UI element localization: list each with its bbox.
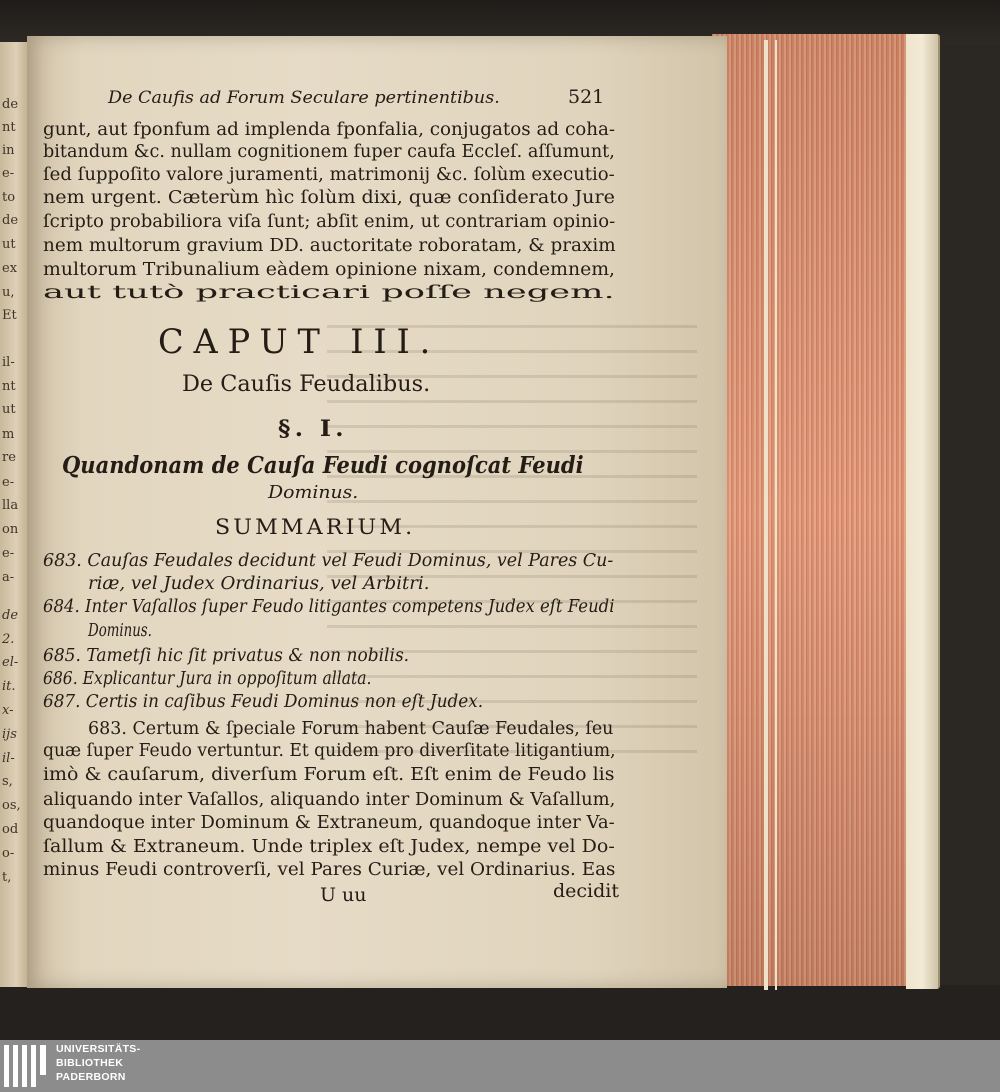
summary-item: 683. Cauſas Feudales decidunt vel Feudi Dominus, vel Pares Cu- [43, 551, 614, 571]
left-page-fragment: ex [2, 261, 18, 276]
library-name-line3: PADERBORN [56, 1071, 126, 1083]
paragraph-line: bitandum &c. nullam cognitionem fuper caufa Eccleſ. aſſumunt, [43, 142, 615, 162]
left-page-fragment: to [2, 190, 16, 205]
left-page-fragment: e- [2, 475, 15, 490]
left-page-fragment: el- [2, 655, 19, 670]
left-page-fragment: on [2, 522, 19, 537]
paragraph-line: imò & cauſarum, diverſum Forum eſt. Eſt enim de Feudo lis [43, 765, 615, 785]
paragraph-line: gunt, aut fponfum ad implenda fponfalia, conjugatos ad coha- [43, 120, 616, 140]
running-head: De Caufis ad Forum Seculare pertinentibus. [108, 88, 500, 108]
paragraph-line: aliquando inter Vaſallos, aliquando inter Dominum & Vaſallum, [43, 790, 616, 810]
summary-item: 685. Tametſi hic ſit privatus & non nobilis. [43, 646, 410, 666]
library-footer [0, 1040, 1000, 1092]
chapter-subtitle: De Cauſis Feudalibus. [182, 372, 431, 397]
left-page-fragment: ut [2, 402, 16, 417]
left-page-fragment: ut [2, 237, 16, 252]
left-page-fragment: de [2, 97, 19, 112]
paragraph-line: quandoque inter Dominum & Extraneum, quandoque inter Va- [43, 813, 615, 833]
library-name-line2: BIBLIOTHEK [56, 1057, 124, 1069]
left-page-fragment: il- [2, 751, 15, 766]
left-page-fragment: re [2, 450, 16, 465]
paragraph-line: 683. Certum & ſpeciale Forum habent Cauſæ Feudales, ſeu [88, 719, 614, 739]
paragraph-line: nem urgent. Cæterùm hìc ſolùm dixi, quæ conſiderato Jure [43, 188, 615, 208]
left-page-fragment: il- [2, 355, 15, 370]
page-number: 521 [568, 86, 605, 108]
paragraph-line: minus Feudi controverſi, vel Pares Curiæ, vel Ordinarius. Eas [43, 860, 616, 880]
summary-item: riæ, vel Judex Ordinarius, vel Arbitri. [88, 574, 430, 594]
summary-item: 684. Inter Vaſallos ſuper Feudo litigantes competens Judex eſt Feudi [43, 597, 615, 617]
chapter-heading: CAPUT III. [158, 322, 441, 362]
section-heading: §. I. [278, 416, 348, 442]
left-page-fragment: de [2, 213, 19, 228]
paragraph-line: quæ ſuper Feudo vertuntur. Et quidem pro diverſitate litigantium, [43, 741, 616, 761]
left-page-margin [0, 42, 28, 987]
paragraph-line: ſcripto probabiliora viſa ſunt; abſit enim, ut contrariam opinio- [43, 212, 616, 232]
left-page-fragment: a- [2, 570, 15, 585]
book-fore-edge [712, 34, 912, 986]
summarium-heading: SUMMARIUM. [215, 515, 416, 539]
page-edge-line [764, 40, 768, 990]
left-page-fragment: e- [2, 166, 15, 181]
paragraph-line: ſed ſuppoſito valore juramenti, matrimonij &c. ſolùm executio- [43, 165, 615, 185]
library-name-line1: UNIVERSITÄTS- [56, 1043, 141, 1055]
left-page-fragment: e- [2, 546, 15, 561]
left-page-fragment: lla [2, 498, 19, 513]
left-page-fragment: t, [2, 870, 12, 885]
left-page-fragment: od [2, 822, 19, 837]
signature-mark: U uu [320, 884, 367, 906]
left-page-fragment: nt [2, 379, 16, 394]
page-edge-line [775, 40, 777, 990]
summary-item: 686. Explicantur Jura in oppoſitum allata. [43, 669, 372, 689]
section-title: Quandonam de Cauſa Feudi cognoſcat Feudi [62, 452, 584, 479]
background-bottom [0, 985, 1000, 1040]
left-page-fragment: os, [2, 798, 21, 813]
left-page-fragment: u, [2, 285, 15, 300]
left-page-fragment: 2. [2, 632, 15, 647]
left-page-fragment: Et [2, 308, 17, 323]
library-logo-icon [4, 1045, 52, 1087]
left-page-fragment: nt [2, 120, 16, 135]
paragraph-line: nem multorum gravium DD. auctoritate roboratam, & praxim [43, 236, 616, 256]
left-page-fragment: s, [2, 774, 13, 789]
left-page-fragment: in [2, 143, 15, 158]
left-page-fragment: o- [2, 846, 15, 861]
left-page-fragment: de [2, 608, 19, 623]
book-cover-edge [906, 34, 940, 989]
paragraph-line: aut tutò practicari poſſe negem. [43, 283, 615, 303]
summary-item: Dominus. [88, 621, 152, 641]
paragraph-line: ſallum & Extraneum. Unde triplex eſt Judex, nempe vel Do- [43, 837, 615, 857]
summary-item: 687. Certis in caſibus Feudi Dominus non eſt Judex. [43, 692, 484, 712]
left-page-fragment: m [2, 427, 15, 442]
left-page-fragment: it. [2, 679, 16, 694]
catchword: decidit [553, 880, 619, 902]
paragraph-line: multorum Tribunalium eàdem opinione nixam, condemnem, [43, 260, 616, 280]
section-title-continued: Dominus. [268, 482, 359, 503]
left-page-fragment: ijs [2, 727, 17, 742]
left-page-fragment: x- [2, 703, 14, 718]
